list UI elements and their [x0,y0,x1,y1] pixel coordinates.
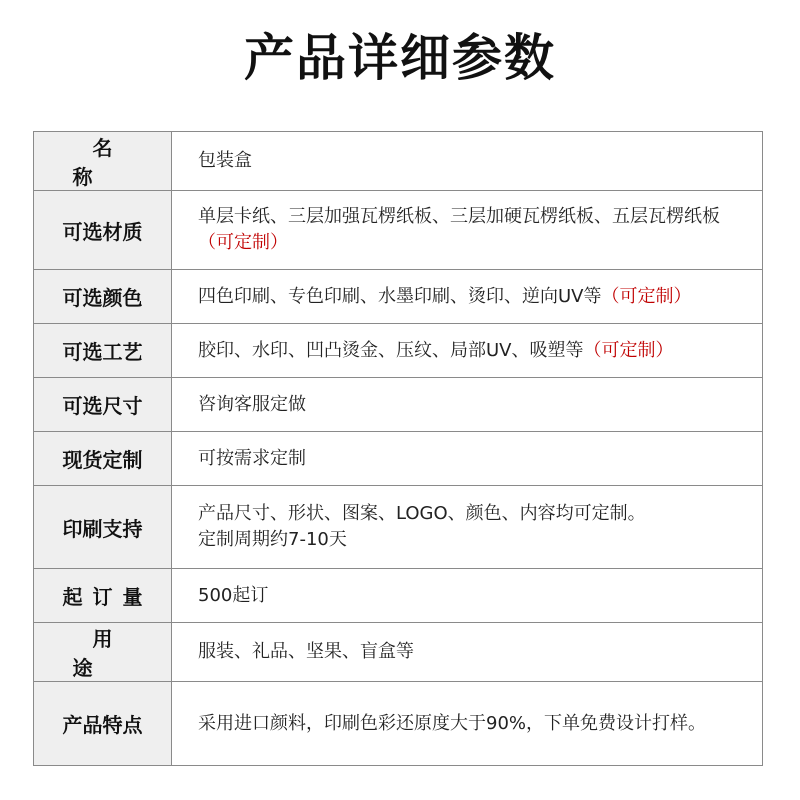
row-value: 单层卡纸、三层加强瓦楞纸板、三层加硬瓦楞纸板、五层瓦楞纸板（可定制） [172,191,763,270]
row-label: 印刷支持 [34,486,172,569]
row-label: 可选颜色 [34,270,172,324]
row-label: 起订量 [34,569,172,623]
row-value: 可按需求定制 [172,432,763,486]
row-label: 可选材质 [34,191,172,270]
row-value: 四色印刷、专色印刷、水墨印刷、烫印、逆向UV等（可定制） [172,270,763,324]
table-row [34,682,763,766]
row-label: 现货定制 [34,432,172,486]
table-row [34,132,763,191]
row-value: 咨询客服定做 [172,378,763,432]
customizable-note: （可定制） [583,339,674,361]
row-value: 包装盒 [172,132,763,191]
row-value: 产品尺寸、形状、图案、LOGO、颜色、内容均可定制。 定制周期约7-10天 [172,486,763,569]
table-row [34,623,763,682]
row-label: 名称 [34,132,172,191]
table-row [34,569,763,623]
spec-table [33,131,763,766]
table-row [34,191,763,270]
table-row [34,324,763,378]
customizable-note: （可定制） [198,232,288,253]
row-value: 服装、礼品、坚果、盲盒等 [172,623,763,682]
row-label: 产品特点 [34,682,172,766]
row-value: 胶印、水印、凹凸烫金、压纹、局部UV、吸塑等（可定制） [172,324,763,378]
row-label: 可选尺寸 [34,378,172,432]
row-label: 可选工艺 [34,324,172,378]
row-label: 用途 [34,623,172,682]
table-row [34,432,763,486]
row-value: 500起订 [172,569,763,623]
page-title: 产品详细参数 [244,29,556,87]
customizable-note: （可定制） [601,285,692,307]
row-value: 采用进口颜料，印刷色彩还原度大于90%，下单免费设计打样。 [172,682,763,766]
table-row [34,378,763,432]
table-row [34,486,763,569]
table-row [34,270,763,324]
